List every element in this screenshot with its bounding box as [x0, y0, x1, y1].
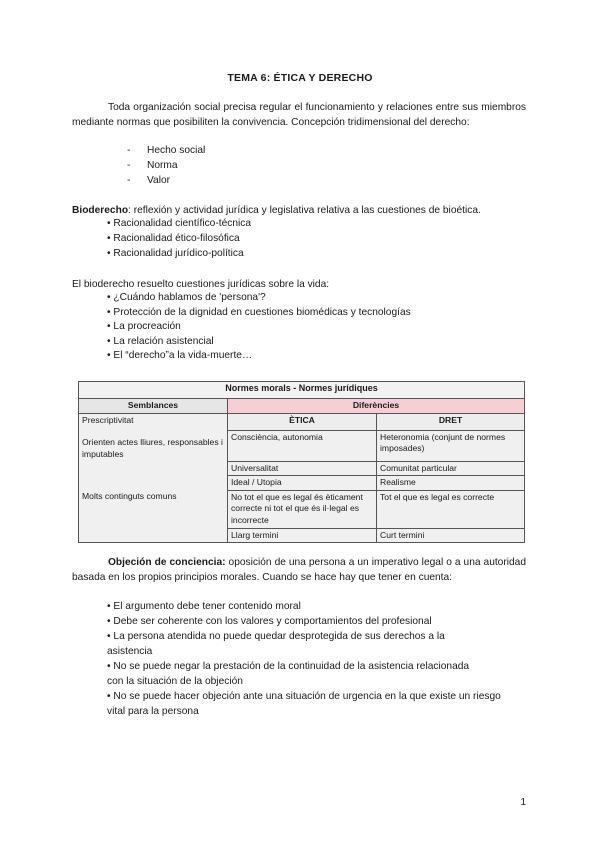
table-cell: Heteronomia (conjunt de normes imposades) [377, 430, 525, 461]
list-item: • ¿Cuándo hablamos de 'persona'? [107, 292, 266, 303]
bioderecho-term: Bioderecho [72, 205, 129, 216]
table-cell: Consciència, autonomia [228, 430, 377, 461]
list-item: • Racionalidad científico-técnica [107, 218, 252, 229]
list-item: - Norma [127, 160, 178, 171]
col-header-diferencies: Diferències [228, 399, 525, 414]
list-item: • No se puede negar la prestación de la continuidad de la asistencia relacionada con la situación de la objeción [107, 661, 470, 687]
list-item: • La persona atendida no puede quedar desprotegida de sus derechos a la asistencia [107, 631, 445, 657]
table-cell [79, 528, 228, 543]
objecion-list [107, 599, 501, 719]
dimension-list [127, 145, 427, 190]
bioderecho-definition [72, 203, 532, 218]
list-item: • Racionalidad jurídico-política [107, 248, 244, 259]
table-cell: Tot el que es legal es correcte [377, 490, 525, 528]
table-cell: Realisme [377, 476, 525, 491]
cuestiones-intro: El bioderecho resuelto cuestiones jurídicas sobre la vida: [72, 279, 330, 290]
page-number: 1 [520, 797, 526, 808]
list-item: • Racionalidad ético-filosófica [107, 233, 240, 244]
list-item: • Debe ser coherente con los valores y comportamientos del profesional [107, 616, 432, 627]
intro-paragraph: Toda organización social precisa regular el funcionamiento y relaciones entre sus miembros mediante normas que posibiliten la convivencia. Concepción tridimensional del derecho: [72, 102, 526, 128]
objecion-term: Objeción de conciencia: [108, 557, 226, 568]
table-cell: Universalitat [228, 461, 377, 476]
list-item: • La procreación [107, 321, 181, 333]
table-title: Normes morals - Normes jurídiques [79, 382, 525, 399]
objecion-text: oposición de una persona a un imperativo legal o a una autoridad basada en los propios principios morales. Cuando se hace hay que tener en cuenta: [72, 557, 527, 583]
semblance-cell: Prescriptivitat Orienten actes lliures, responsables i imputables [79, 413, 228, 461]
list-item: • No se puede hacer objeción ante una situación de urgencia en la que existe un riesgo vital para la persona [107, 691, 501, 717]
list-item: • La relación asistencial [107, 335, 214, 347]
comparison-table [78, 381, 525, 543]
col-header-dret: DRET [377, 413, 525, 430]
list-item: • Protección de la dignidad en cuestiones biomédicas y tecnologías [107, 306, 411, 318]
bioderecho-text: : reflexión y actividad jurídica y legislativa relativa a las cuestiones de bioética. [128, 205, 481, 216]
table-cell: Curt termini [377, 528, 525, 543]
table-cell [79, 476, 228, 491]
page-title: TEMA 6: ÉTICA Y DERECHO [227, 72, 373, 84]
table-cell [79, 461, 228, 476]
objecion-paragraph [72, 555, 526, 585]
table-cell: Ideal / Utopia [228, 476, 377, 491]
table-cell: Llarg termini [228, 528, 377, 543]
col-header-semblances: Semblances [79, 399, 228, 414]
table-cell: No tot el que es legal és èticament correcte ni tot el que és il·legal es incorrecte [228, 490, 377, 528]
list-item: • El argumento debe tener contenido moral [107, 601, 301, 612]
cuestiones-list [107, 292, 527, 365]
racionalidad-list [107, 218, 507, 263]
list-item: • El “derecho”a la vida-muerte… [107, 350, 253, 362]
list-item: - Hecho social [127, 145, 206, 156]
col-header-etica: ÈTICA [228, 413, 377, 430]
table-cell: Comunitat particular [377, 461, 525, 476]
semblance-cell: Molts continguts comuns [79, 490, 228, 528]
list-item: - Valor [127, 175, 171, 186]
